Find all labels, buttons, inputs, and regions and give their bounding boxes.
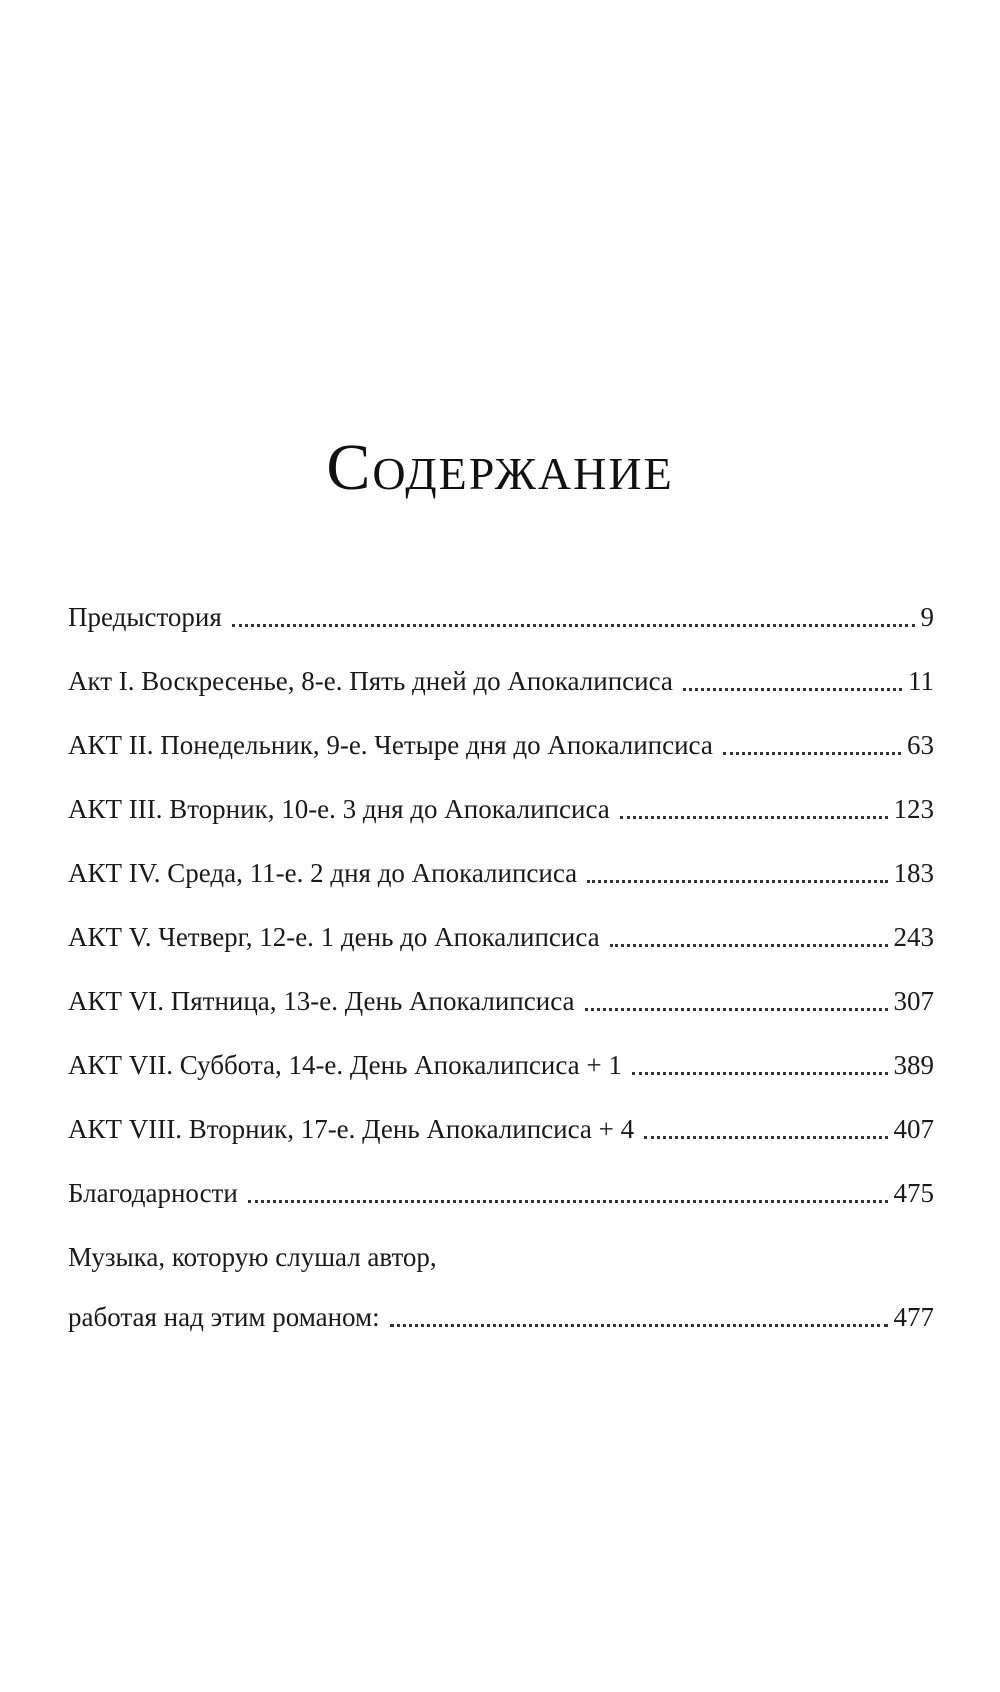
table-of-contents [68, 570, 934, 1334]
toc-entry-page: 475 [893, 1178, 934, 1208]
toc-entry-act-4[interactable] [68, 826, 934, 890]
toc-entry-label: АКТ IV. Среда, 11-е. 2 дня до Апокалипсиса [68, 858, 578, 888]
dot-leader [585, 1008, 888, 1011]
dot-leader [232, 624, 915, 627]
toc-entry-act-3[interactable] [68, 762, 934, 826]
toc-entry-music[interactable] [68, 1210, 934, 1334]
toc-entry-page: 123 [893, 794, 934, 824]
toc-entry-act-6[interactable] [68, 954, 934, 1018]
toc-entry-act-8[interactable] [68, 1082, 934, 1146]
dot-leader [620, 816, 888, 819]
toc-entry-label: Предыстория [68, 602, 222, 632]
toc-entry-prehistory[interactable] [68, 570, 934, 634]
toc-entry-label-line-1: Музыка, которую слушал автор, [68, 1242, 437, 1272]
toc-entry-act-7[interactable] [68, 1018, 934, 1082]
dot-leader [610, 944, 888, 947]
dot-leader [723, 752, 901, 755]
toc-entry-page: 307 [893, 986, 934, 1016]
toc-entry-act-5[interactable] [68, 890, 934, 954]
toc-entry-label: АКТ V. Четверг, 12-е. 1 день до Апокалипсиса [68, 922, 600, 952]
page-title: Содержание [326, 431, 674, 504]
toc-entry-label: Акт I. Воскресенье, 8-е. Пять дней до Апокалипсиса [68, 666, 673, 696]
toc-entry-label-line-2: работая над этим романом: [68, 1302, 380, 1332]
toc-entry-page: 243 [893, 922, 934, 952]
toc-entry-page: 11 [908, 666, 934, 696]
toc-entry-label: Благодарности [68, 1178, 238, 1208]
toc-entry-page: 407 [893, 1114, 934, 1144]
toc-entry-page: 9 [920, 602, 934, 632]
dot-leader [248, 1200, 888, 1203]
dot-leader [587, 880, 887, 883]
toc-entry-page: 477 [893, 1302, 934, 1332]
toc-entry-page: 63 [907, 730, 934, 760]
toc-entry-act-2[interactable] [68, 698, 934, 762]
toc-entry-label: АКТ VI. Пятница, 13-е. День Апокалипсиса [68, 986, 575, 1016]
toc-entry-label: АКТ III. Вторник, 10-е. 3 дня до Апокалипсиса [68, 794, 610, 824]
toc-entry-act-1[interactable] [68, 634, 934, 698]
dot-leader [632, 1072, 888, 1075]
toc-entry-acknowledgements[interactable] [68, 1146, 934, 1210]
toc-entry-page: 183 [893, 858, 934, 888]
dot-leader [644, 1136, 887, 1139]
dot-leader [683, 688, 902, 691]
dot-leader [390, 1324, 888, 1327]
toc-entry-label: АКТ VIII. Вторник, 17-е. День Апокалипсиса + 4 [68, 1114, 635, 1144]
toc-entry-row [68, 1300, 934, 1334]
toc-entry-label: АКТ II. Понедельник, 9-е. Четыре дня до Апокалипсиса [68, 730, 713, 760]
toc-entry-label: АКТ VII. Суббота, 14-е. День Апокалипсиса + 1 [68, 1050, 622, 1080]
toc-entry-page: 389 [893, 1050, 934, 1080]
